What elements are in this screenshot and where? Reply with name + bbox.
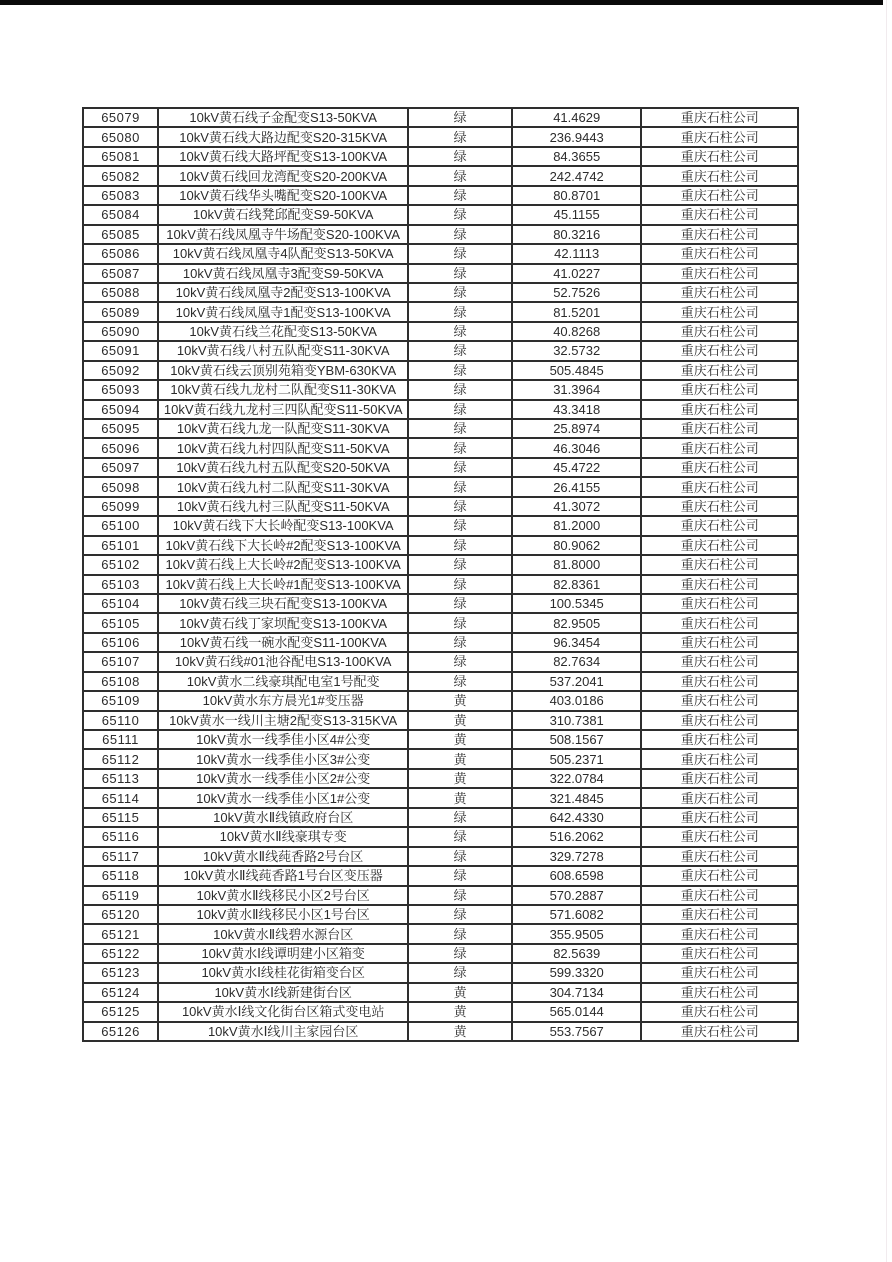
company-cell: 重庆石柱公司 xyxy=(641,672,798,691)
status-label-cell: 绿 xyxy=(408,866,512,885)
status-label-cell: 绿 xyxy=(408,458,512,477)
company-cell: 重庆石柱公司 xyxy=(641,613,798,632)
company-cell: 重庆石柱公司 xyxy=(641,186,798,205)
company-cell: 重庆石柱公司 xyxy=(641,322,798,341)
status-label-cell: 黄 xyxy=(408,749,512,768)
record-id-cell: 65112 xyxy=(83,749,158,768)
status-label-cell: 绿 xyxy=(408,302,512,321)
table-row xyxy=(83,711,798,730)
status-label-cell: 绿 xyxy=(408,652,512,671)
equipment-name-cell: 10kV黄石线下大长岭#2配变S13-100KVA xyxy=(158,536,408,555)
record-id-cell: 65121 xyxy=(83,924,158,943)
record-id-cell: 65080 xyxy=(83,127,158,146)
company-cell: 重庆石柱公司 xyxy=(641,1002,798,1021)
record-id-cell: 65096 xyxy=(83,438,158,457)
company-cell: 重庆石柱公司 xyxy=(641,575,798,594)
equipment-name-cell: 10kV黄水Ⅰ线文化街台区箱式变电站 xyxy=(158,1002,408,1021)
table-row xyxy=(83,691,798,710)
company-cell: 重庆石柱公司 xyxy=(641,477,798,496)
table-row xyxy=(83,730,798,749)
record-id-cell: 65120 xyxy=(83,905,158,924)
company-cell: 重庆石柱公司 xyxy=(641,497,798,516)
equipment-name-cell: 10kV黄石线下大长岭配变S13-100KVA xyxy=(158,516,408,535)
company-cell: 重庆石柱公司 xyxy=(641,847,798,866)
record-id-cell: 65122 xyxy=(83,944,158,963)
equipment-name-cell: 10kV黄石线兰花配变S13-50KVA xyxy=(158,322,408,341)
status-label-cell: 绿 xyxy=(408,613,512,632)
company-cell: 重庆石柱公司 xyxy=(641,633,798,652)
company-cell: 重庆石柱公司 xyxy=(641,983,798,1002)
load-value-cell: 321.4845 xyxy=(512,788,641,807)
equipment-name-cell: 10kV黄水Ⅰ线桂花街箱变台区 xyxy=(158,963,408,982)
company-cell: 重庆石柱公司 xyxy=(641,905,798,924)
equipment-name-cell: 10kV黄石线华头嘴配变S20-100KVA xyxy=(158,186,408,205)
status-label-cell: 黄 xyxy=(408,1022,512,1041)
equipment-name-cell: 10kV黄水一线季佳小区3#公变 xyxy=(158,749,408,768)
load-value-cell: 41.4629 xyxy=(512,108,641,127)
status-label-cell: 绿 xyxy=(408,594,512,613)
company-cell: 重庆石柱公司 xyxy=(641,127,798,146)
table-row xyxy=(83,497,798,516)
company-cell: 重庆石柱公司 xyxy=(641,205,798,224)
record-id-cell: 65113 xyxy=(83,769,158,788)
company-cell: 重庆石柱公司 xyxy=(641,866,798,885)
load-value-cell: 516.2062 xyxy=(512,827,641,846)
record-id-cell: 65083 xyxy=(83,186,158,205)
table-row xyxy=(83,866,798,885)
equipment-name-cell: 10kV黄石线八村五队配变S11-30KVA xyxy=(158,341,408,360)
status-label-cell: 绿 xyxy=(408,127,512,146)
status-label-cell: 绿 xyxy=(408,438,512,457)
record-id-cell: 65106 xyxy=(83,633,158,652)
table-row xyxy=(83,341,798,360)
company-cell: 重庆石柱公司 xyxy=(641,924,798,943)
company-cell: 重庆石柱公司 xyxy=(641,147,798,166)
equipment-name-cell: 10kV黄石线大路边配变S20-315KVA xyxy=(158,127,408,146)
record-id-cell: 65086 xyxy=(83,244,158,263)
status-label-cell: 绿 xyxy=(408,264,512,283)
status-label-cell: 黄 xyxy=(408,730,512,749)
table-row xyxy=(83,924,798,943)
equipment-name-cell: 10kV黄水东方晨光1#变压器 xyxy=(158,691,408,710)
load-value-cell: 81.8000 xyxy=(512,555,641,574)
status-label-cell: 绿 xyxy=(408,380,512,399)
load-value-cell: 26.4155 xyxy=(512,477,641,496)
status-label-cell: 绿 xyxy=(408,108,512,127)
record-id-cell: 65090 xyxy=(83,322,158,341)
record-id-cell: 65111 xyxy=(83,730,158,749)
load-value-cell: 565.0144 xyxy=(512,1002,641,1021)
table-row xyxy=(83,322,798,341)
equipment-name-cell: 10kV黄水一线季佳小区4#公变 xyxy=(158,730,408,749)
record-id-cell: 65081 xyxy=(83,147,158,166)
load-value-cell: 553.7567 xyxy=(512,1022,641,1041)
table-row xyxy=(83,438,798,457)
table-row xyxy=(83,166,798,185)
equipment-name-cell: 10kV黄石线凤凰寺1配变S13-100KVA xyxy=(158,302,408,321)
table-row xyxy=(83,419,798,438)
load-value-cell: 505.4845 xyxy=(512,361,641,380)
load-value-cell: 41.3072 xyxy=(512,497,641,516)
status-label-cell: 绿 xyxy=(408,575,512,594)
record-id-cell: 65092 xyxy=(83,361,158,380)
status-label-cell: 绿 xyxy=(408,808,512,827)
record-id-cell: 65118 xyxy=(83,866,158,885)
status-label-cell: 黄 xyxy=(408,1002,512,1021)
record-id-cell: 65114 xyxy=(83,788,158,807)
status-label-cell: 绿 xyxy=(408,419,512,438)
load-value-cell: 82.5639 xyxy=(512,944,641,963)
status-label-cell: 绿 xyxy=(408,944,512,963)
load-value-cell: 84.3655 xyxy=(512,147,641,166)
table-row xyxy=(83,633,798,652)
status-label-cell: 绿 xyxy=(408,283,512,302)
load-value-cell: 642.4330 xyxy=(512,808,641,827)
record-id-cell: 65124 xyxy=(83,983,158,1002)
record-id-cell: 65082 xyxy=(83,166,158,185)
status-label-cell: 绿 xyxy=(408,400,512,419)
company-cell: 重庆石柱公司 xyxy=(641,361,798,380)
table-row xyxy=(83,400,798,419)
company-cell: 重庆石柱公司 xyxy=(641,438,798,457)
company-cell: 重庆石柱公司 xyxy=(641,458,798,477)
company-cell: 重庆石柱公司 xyxy=(641,886,798,905)
status-label-cell: 绿 xyxy=(408,166,512,185)
table-row xyxy=(83,516,798,535)
load-value-cell: 81.2000 xyxy=(512,516,641,535)
status-label-cell: 黄 xyxy=(408,788,512,807)
company-cell: 重庆石柱公司 xyxy=(641,652,798,671)
load-value-cell: 571.6082 xyxy=(512,905,641,924)
transformer-data-table xyxy=(82,107,799,1042)
table-row xyxy=(83,458,798,477)
company-cell: 重庆石柱公司 xyxy=(641,283,798,302)
load-value-cell: 32.5732 xyxy=(512,341,641,360)
load-value-cell: 322.0784 xyxy=(512,769,641,788)
status-label-cell: 黄 xyxy=(408,769,512,788)
equipment-name-cell: 10kV黄水Ⅱ线莼香路2号台区 xyxy=(158,847,408,866)
table-row xyxy=(83,264,798,283)
equipment-name-cell: 10kV黄石线#01池谷配电S13-100KVA xyxy=(158,652,408,671)
table-row xyxy=(83,594,798,613)
equipment-name-cell: 10kV黄水Ⅰ线谭明建小区箱变 xyxy=(158,944,408,963)
company-cell: 重庆石柱公司 xyxy=(641,555,798,574)
company-cell: 重庆石柱公司 xyxy=(641,380,798,399)
record-id-cell: 65126 xyxy=(83,1022,158,1041)
load-value-cell: 96.3454 xyxy=(512,633,641,652)
record-id-cell: 65091 xyxy=(83,341,158,360)
company-cell: 重庆石柱公司 xyxy=(641,963,798,982)
table-row xyxy=(83,963,798,982)
table-row xyxy=(83,186,798,205)
load-value-cell: 41.0227 xyxy=(512,264,641,283)
table-row xyxy=(83,613,798,632)
record-id-cell: 65087 xyxy=(83,264,158,283)
equipment-name-cell: 10kV黄石线九龙村二队配变S11-30KVA xyxy=(158,380,408,399)
equipment-name-cell: 10kV黄石线凤凰寺2配变S13-100KVA xyxy=(158,283,408,302)
load-value-cell: 80.9062 xyxy=(512,536,641,555)
record-id-cell: 65119 xyxy=(83,886,158,905)
load-value-cell: 537.2041 xyxy=(512,672,641,691)
equipment-name-cell: 10kV黄水一线季佳小区1#公变 xyxy=(158,788,408,807)
equipment-name-cell: 10kV黄石线上大长岭#2配变S13-100KVA xyxy=(158,555,408,574)
table-row xyxy=(83,788,798,807)
equipment-name-cell: 10kV黄石线凤凰寺4队配变S13-50KVA xyxy=(158,244,408,263)
equipment-name-cell: 10kV黄水Ⅰ线川主家园台区 xyxy=(158,1022,408,1041)
company-cell: 重庆石柱公司 xyxy=(641,711,798,730)
table-row xyxy=(83,555,798,574)
company-cell: 重庆石柱公司 xyxy=(641,108,798,127)
status-label-cell: 绿 xyxy=(408,905,512,924)
load-value-cell: 355.9505 xyxy=(512,924,641,943)
load-value-cell: 242.4742 xyxy=(512,166,641,185)
load-value-cell: 25.8974 xyxy=(512,419,641,438)
load-value-cell: 52.7526 xyxy=(512,283,641,302)
load-value-cell: 599.3320 xyxy=(512,963,641,982)
record-id-cell: 65125 xyxy=(83,1002,158,1021)
load-value-cell: 608.6598 xyxy=(512,866,641,885)
company-cell: 重庆石柱公司 xyxy=(641,166,798,185)
status-label-cell: 绿 xyxy=(408,361,512,380)
equipment-name-cell: 10kV黄水Ⅱ线碧水源台区 xyxy=(158,924,408,943)
status-label-cell: 绿 xyxy=(408,186,512,205)
equipment-name-cell: 10kV黄石线九村四队配变S11-50KVA xyxy=(158,438,408,457)
load-value-cell: 403.0186 xyxy=(512,691,641,710)
equipment-name-cell: 10kV黄石线上大长岭#1配变S13-100KVA xyxy=(158,575,408,594)
status-label-cell: 黄 xyxy=(408,711,512,730)
load-value-cell: 80.3216 xyxy=(512,225,641,244)
company-cell: 重庆石柱公司 xyxy=(641,808,798,827)
company-cell: 重庆石柱公司 xyxy=(641,400,798,419)
company-cell: 重庆石柱公司 xyxy=(641,341,798,360)
record-id-cell: 65117 xyxy=(83,847,158,866)
record-id-cell: 65107 xyxy=(83,652,158,671)
status-label-cell: 绿 xyxy=(408,963,512,982)
record-id-cell: 65099 xyxy=(83,497,158,516)
table-row xyxy=(83,205,798,224)
status-label-cell: 绿 xyxy=(408,555,512,574)
company-cell: 重庆石柱公司 xyxy=(641,419,798,438)
load-value-cell: 100.5345 xyxy=(512,594,641,613)
table-row xyxy=(83,749,798,768)
equipment-name-cell: 10kV黄石线子金配变S13-50KVA xyxy=(158,108,408,127)
table-row xyxy=(83,225,798,244)
status-label-cell: 绿 xyxy=(408,322,512,341)
table-row xyxy=(83,127,798,146)
table-row xyxy=(83,108,798,127)
record-id-cell: 65097 xyxy=(83,458,158,477)
equipment-name-cell: 10kV黄水Ⅱ线移民小区1号台区 xyxy=(158,905,408,924)
table-row xyxy=(83,827,798,846)
status-label-cell: 绿 xyxy=(408,827,512,846)
table-row xyxy=(83,477,798,496)
company-cell: 重庆石柱公司 xyxy=(641,769,798,788)
record-id-cell: 65093 xyxy=(83,380,158,399)
record-id-cell: 65109 xyxy=(83,691,158,710)
table-row xyxy=(83,847,798,866)
status-label-cell: 绿 xyxy=(408,886,512,905)
table-row xyxy=(83,769,798,788)
record-id-cell: 65085 xyxy=(83,225,158,244)
table-row xyxy=(83,302,798,321)
table-row xyxy=(83,283,798,302)
equipment-name-cell: 10kV黄石线九村三队配变S11-50KVA xyxy=(158,497,408,516)
equipment-name-cell: 10kV黄水Ⅱ线移民小区2号台区 xyxy=(158,886,408,905)
load-value-cell: 45.4722 xyxy=(512,458,641,477)
load-value-cell: 81.5201 xyxy=(512,302,641,321)
record-id-cell: 65102 xyxy=(83,555,158,574)
scan-top-edge xyxy=(0,0,883,5)
record-id-cell: 65095 xyxy=(83,419,158,438)
table-row xyxy=(83,808,798,827)
status-label-cell: 绿 xyxy=(408,516,512,535)
table-row xyxy=(83,536,798,555)
table-row xyxy=(83,1002,798,1021)
table-row xyxy=(83,361,798,380)
status-label-cell: 绿 xyxy=(408,536,512,555)
company-cell: 重庆石柱公司 xyxy=(641,594,798,613)
record-id-cell: 65084 xyxy=(83,205,158,224)
record-id-cell: 65104 xyxy=(83,594,158,613)
company-cell: 重庆石柱公司 xyxy=(641,749,798,768)
company-cell: 重庆石柱公司 xyxy=(641,264,798,283)
load-value-cell: 82.9505 xyxy=(512,613,641,632)
table-row xyxy=(83,244,798,263)
equipment-name-cell: 10kV黄石线三块石配变S13-100KVA xyxy=(158,594,408,613)
record-id-cell: 65115 xyxy=(83,808,158,827)
table-row xyxy=(83,1022,798,1041)
equipment-name-cell: 10kV黄石线九村五队配变S20-50KVA xyxy=(158,458,408,477)
status-label-cell: 绿 xyxy=(408,147,512,166)
company-cell: 重庆石柱公司 xyxy=(641,944,798,963)
load-value-cell: 31.3964 xyxy=(512,380,641,399)
record-id-cell: 65103 xyxy=(83,575,158,594)
status-label-cell: 绿 xyxy=(408,497,512,516)
equipment-name-cell: 10kV黄石线云顶别苑箱变YBM-630KVA xyxy=(158,361,408,380)
equipment-name-cell: 10kV黄水Ⅰ线新建街台区 xyxy=(158,983,408,1002)
table-row xyxy=(83,886,798,905)
load-value-cell: 329.7278 xyxy=(512,847,641,866)
table-row xyxy=(83,983,798,1002)
status-label-cell: 绿 xyxy=(408,924,512,943)
record-id-cell: 65110 xyxy=(83,711,158,730)
record-id-cell: 65079 xyxy=(83,108,158,127)
company-cell: 重庆石柱公司 xyxy=(641,730,798,749)
equipment-name-cell: 10kV黄石线九龙村三四队配变S11-50KVA xyxy=(158,400,408,419)
equipment-name-cell: 10kV黄水一线川主塘2配变S13-315KVA xyxy=(158,711,408,730)
status-label-cell: 绿 xyxy=(408,633,512,652)
scan-right-edge xyxy=(886,0,887,1262)
company-cell: 重庆石柱公司 xyxy=(641,225,798,244)
record-id-cell: 65108 xyxy=(83,672,158,691)
load-value-cell: 505.2371 xyxy=(512,749,641,768)
load-value-cell: 310.7381 xyxy=(512,711,641,730)
record-id-cell: 65101 xyxy=(83,536,158,555)
load-value-cell: 43.3418 xyxy=(512,400,641,419)
equipment-name-cell: 10kV黄石线凤凰寺牛场配变S20-100KVA xyxy=(158,225,408,244)
company-cell: 重庆石柱公司 xyxy=(641,691,798,710)
load-value-cell: 82.8361 xyxy=(512,575,641,594)
equipment-name-cell: 10kV黄石线九村二队配变S11-30KVA xyxy=(158,477,408,496)
equipment-name-cell: 10kV黄水一线季佳小区2#公变 xyxy=(158,769,408,788)
company-cell: 重庆石柱公司 xyxy=(641,827,798,846)
equipment-name-cell: 10kV黄水Ⅱ线莼香路1号台区变压器 xyxy=(158,866,408,885)
company-cell: 重庆石柱公司 xyxy=(641,302,798,321)
status-label-cell: 绿 xyxy=(408,847,512,866)
status-label-cell: 黄 xyxy=(408,691,512,710)
equipment-name-cell: 10kV黄石线回龙湾配变S20-200KVA xyxy=(158,166,408,185)
load-value-cell: 304.7134 xyxy=(512,983,641,1002)
load-value-cell: 40.8268 xyxy=(512,322,641,341)
company-cell: 重庆石柱公司 xyxy=(641,1022,798,1041)
company-cell: 重庆石柱公司 xyxy=(641,516,798,535)
status-label-cell: 绿 xyxy=(408,225,512,244)
load-value-cell: 508.1567 xyxy=(512,730,641,749)
company-cell: 重庆石柱公司 xyxy=(641,536,798,555)
equipment-name-cell: 10kV黄石线大路坪配变S13-100KVA xyxy=(158,147,408,166)
record-id-cell: 65089 xyxy=(83,302,158,321)
load-value-cell: 236.9443 xyxy=(512,127,641,146)
status-label-cell: 绿 xyxy=(408,244,512,263)
table-row xyxy=(83,944,798,963)
table-row xyxy=(83,380,798,399)
table-row xyxy=(83,905,798,924)
equipment-name-cell: 10kV黄石线九龙一队配变S11-30KVA xyxy=(158,419,408,438)
status-label-cell: 绿 xyxy=(408,477,512,496)
record-id-cell: 65123 xyxy=(83,963,158,982)
status-label-cell: 绿 xyxy=(408,205,512,224)
equipment-name-cell: 10kV黄石线凳邱配变S9-50KVA xyxy=(158,205,408,224)
record-id-cell: 65088 xyxy=(83,283,158,302)
table-row xyxy=(83,652,798,671)
equipment-name-cell: 10kV黄水Ⅱ线镇政府台区 xyxy=(158,808,408,827)
load-value-cell: 42.1113 xyxy=(512,244,641,263)
status-label-cell: 黄 xyxy=(408,983,512,1002)
equipment-name-cell: 10kV黄石线丁家坝配变S13-100KVA xyxy=(158,613,408,632)
record-id-cell: 65094 xyxy=(83,400,158,419)
company-cell: 重庆石柱公司 xyxy=(641,788,798,807)
status-label-cell: 绿 xyxy=(408,672,512,691)
equipment-name-cell: 10kV黄水二线豪琪配电室1号配变 xyxy=(158,672,408,691)
load-value-cell: 46.3046 xyxy=(512,438,641,457)
equipment-name-cell: 10kV黄石线凤凰寺3配变S9-50KVA xyxy=(158,264,408,283)
load-value-cell: 80.8701 xyxy=(512,186,641,205)
record-id-cell: 65105 xyxy=(83,613,158,632)
record-id-cell: 65100 xyxy=(83,516,158,535)
load-value-cell: 570.2887 xyxy=(512,886,641,905)
table-row xyxy=(83,147,798,166)
record-id-cell: 65098 xyxy=(83,477,158,496)
table-row xyxy=(83,672,798,691)
load-value-cell: 82.7634 xyxy=(512,652,641,671)
table-row xyxy=(83,575,798,594)
company-cell: 重庆石柱公司 xyxy=(641,244,798,263)
status-label-cell: 绿 xyxy=(408,341,512,360)
record-id-cell: 65116 xyxy=(83,827,158,846)
equipment-name-cell: 10kV黄石线一碗水配变S11-100KVA xyxy=(158,633,408,652)
equipment-name-cell: 10kV黄水Ⅱ线豪琪专变 xyxy=(158,827,408,846)
transformer-table-body xyxy=(83,108,798,1041)
load-value-cell: 45.1155 xyxy=(512,205,641,224)
